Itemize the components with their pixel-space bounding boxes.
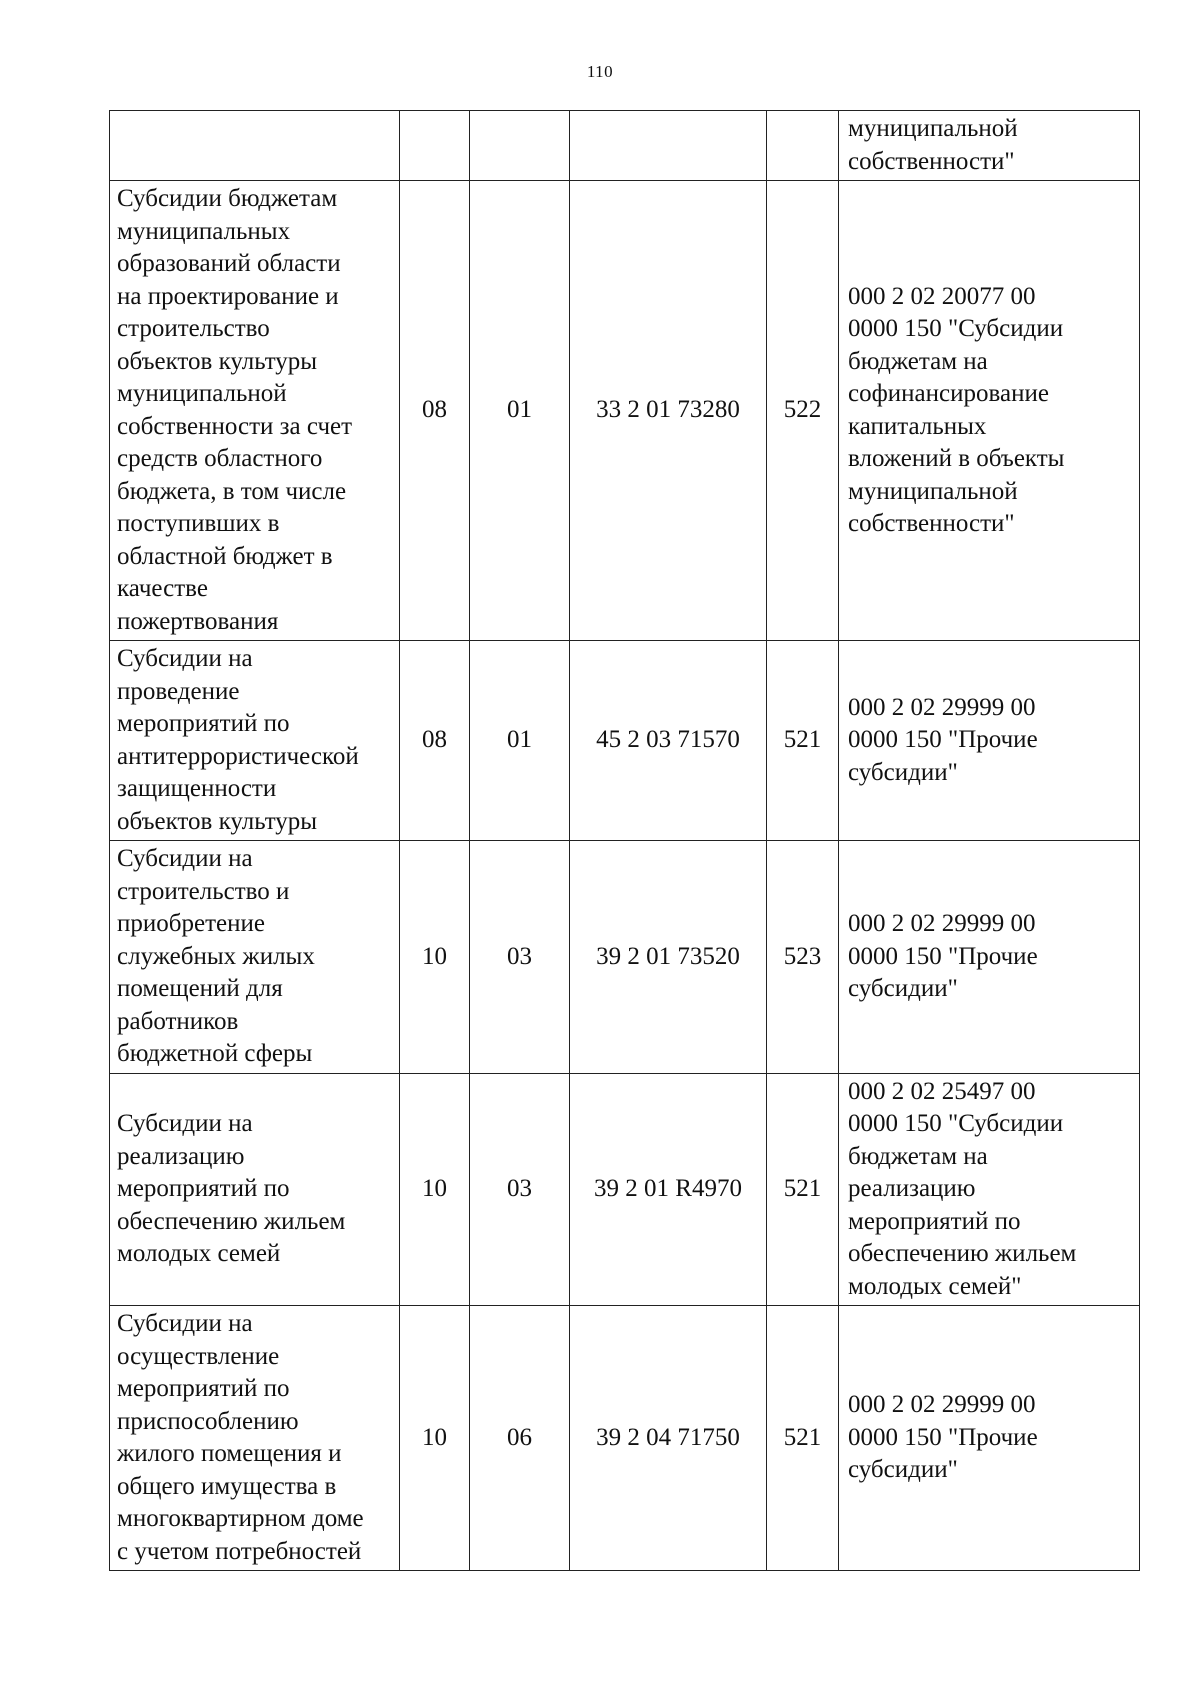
table-row — [110, 111, 1140, 181]
revenue-code-cell: 000 2 02 25497 00 0000 150 "Субсидии бюджетам на реализацию мероприятий по обеспечению жильем молодых семей" — [839, 1073, 1140, 1306]
expense-type-cell: 521 — [767, 1306, 839, 1571]
row-name-cell: Субсидии на осуществление мероприятий по приспособлению жилого помещения и общего имущества в многоквартирном доме с учетом потребностей — [110, 1306, 400, 1571]
subsection-cell: 01 — [470, 641, 570, 841]
section-cell: 08 — [400, 181, 470, 641]
table-row — [110, 181, 1140, 641]
revenue-code-cell: 000 2 02 29999 00 0000 150 "Прочие субсидии" — [839, 841, 1140, 1074]
target-article-cell: 45 2 03 71570 — [570, 641, 767, 841]
subsection-cell: 06 — [470, 1306, 570, 1571]
target-article-cell: 39 2 01 R4970 — [570, 1073, 767, 1306]
table-row — [110, 641, 1140, 841]
row-name-cell — [110, 111, 400, 181]
expense-type-cell — [767, 111, 839, 181]
revenue-code-cell: 000 2 02 29999 00 0000 150 "Прочие субсидии" — [839, 641, 1140, 841]
subsection-cell — [470, 111, 570, 181]
expense-type-cell: 521 — [767, 641, 839, 841]
target-article-cell: 39 2 04 71750 — [570, 1306, 767, 1571]
row-name-cell: Субсидии бюджетам муниципальных образований области на проектирование и строительство объектов культуры муниципальной собственности за счет средств областного бюджета, в том числе поступивших в областной бюджет в качестве пожертвования — [110, 181, 400, 641]
section-cell: 10 — [400, 1073, 470, 1306]
budget-table — [109, 110, 1140, 1571]
expense-type-cell: 523 — [767, 841, 839, 1074]
row-name-cell: Субсидии на реализацию мероприятий по обеспечению жильем молодых семей — [110, 1073, 400, 1306]
table-row — [110, 1306, 1140, 1571]
target-article-cell: 33 2 01 73280 — [570, 181, 767, 641]
subsection-cell: 03 — [470, 1073, 570, 1306]
expense-type-cell: 521 — [767, 1073, 839, 1306]
table-row — [110, 1073, 1140, 1306]
revenue-code-cell: муниципальной собственности" — [839, 111, 1140, 181]
expense-type-cell: 522 — [767, 181, 839, 641]
subsection-cell: 01 — [470, 181, 570, 641]
revenue-code-cell: 000 2 02 29999 00 0000 150 "Прочие субсидии" — [839, 1306, 1140, 1571]
row-name-cell: Субсидии на проведение мероприятий по антитеррористической защищенности объектов культуры — [110, 641, 400, 841]
section-cell — [400, 111, 470, 181]
section-cell: 08 — [400, 641, 470, 841]
section-cell: 10 — [400, 841, 470, 1074]
section-cell: 10 — [400, 1306, 470, 1571]
target-article-cell: 39 2 01 73520 — [570, 841, 767, 1074]
table-row — [110, 841, 1140, 1074]
revenue-code-cell: 000 2 02 20077 00 0000 150 "Субсидии бюджетам на софинансирование капитальных вложений в объекты муниципальной собственности" — [839, 181, 1140, 641]
target-article-cell — [570, 111, 767, 181]
page-number: 110 — [586, 62, 614, 81]
row-name-cell: Субсидии на строительство и приобретение служебных жилых помещений для работников бюджетной сферы — [110, 841, 400, 1074]
subsection-cell: 03 — [470, 841, 570, 1074]
